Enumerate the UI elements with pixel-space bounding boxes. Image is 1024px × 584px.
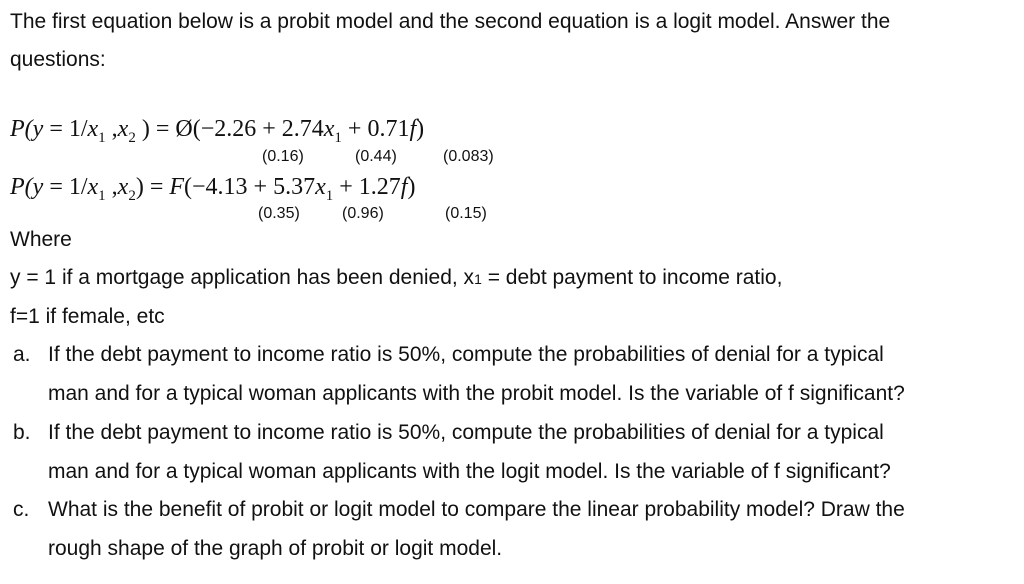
definition-line-1: y = 1 if a mortgage application has been denied, x1 = debt payment to income ratio, [10,266,783,289]
question-b-line-1: If the debt payment to income ratio is 50%, compute the probabilities of denial for a typical [48,421,884,444]
logit-equation: $P(y = 1/x_1$ $,x_2) = F(-4.13 + 5.37x_1 + 1.27f)$ [10,174,416,204]
intro-line-1: The first equation below is a probit model and the second equation is a logit model. Answer the [10,10,891,33]
question-b-line-2: man and for a typical woman applicants with the logit model. Is the variable of f significant? [48,460,891,483]
question-c-line-1: What is the benefit of probit or logit model to compare the linear probability model? Draw the [48,498,905,521]
question-c-line-2: rough shape of the graph of probit or logit model. [48,537,503,560]
intro-line-2: questions: [10,48,106,71]
logit-se-intercept: (0.35) [258,205,300,222]
definition-line-2: f=1 if female, etc [10,305,165,328]
question-a-marker: a. [13,343,31,366]
logit-se-x1: (0.96) [342,205,384,222]
probit-se-f: (0.083) [443,148,494,165]
logit-se-f: (0.15) [445,205,487,222]
where-label: Where [10,228,72,251]
probit-se-x1: (0.44) [355,148,397,165]
probit-equation: $P(y = 1/x_1$ $,x_2$ ) = Ø(−2.26 + $2.74x_1 + 0.71f$) [10,116,425,146]
question-b-marker: b. [13,421,31,444]
probit-se-intercept: (0.16) [262,148,304,165]
question-a-line-2: man and for a typical woman applicants with the probit model. Is the variable of f significant? [48,382,905,405]
question-c-marker: c. [13,498,30,521]
question-a-line-1: If the debt payment to income ratio is 50%, compute the probabilities of denial for a typical [48,343,884,366]
